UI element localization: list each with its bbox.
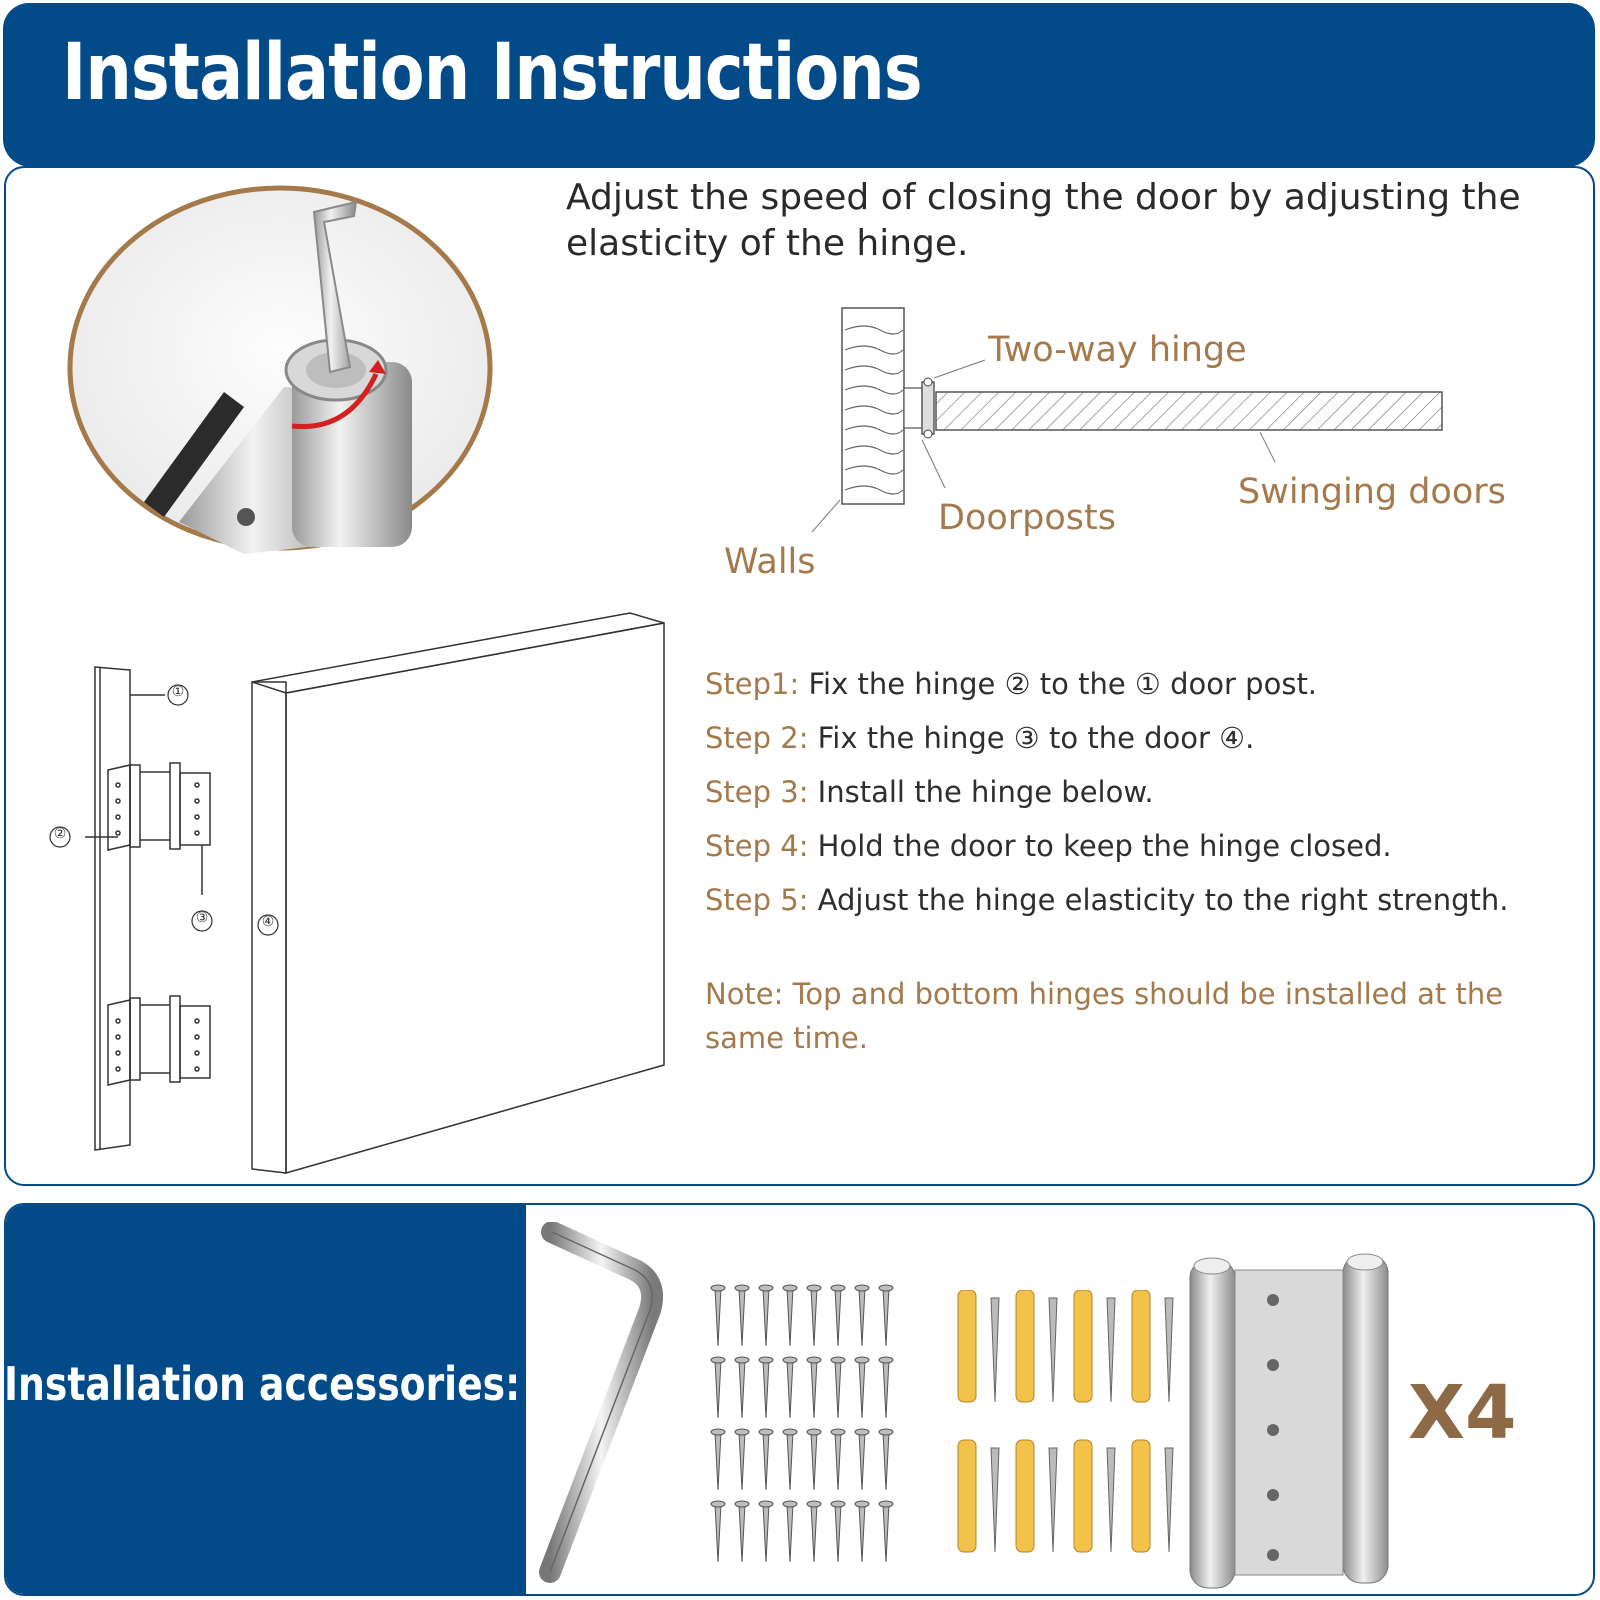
hinge-top [108, 763, 210, 850]
door-installation-diagram [40, 605, 670, 1175]
step-5: Step 5: Adjust the hinge elasticity to the right strength. [705, 883, 1509, 917]
wall-shape [842, 308, 904, 504]
screws-icon [710, 1280, 910, 1580]
label-doorposts: Doorposts [938, 498, 1116, 538]
accessories-label: Installation accessories: [4, 1357, 521, 1411]
marker-3: ③ [195, 910, 209, 926]
marker-2: ② [53, 826, 67, 842]
marker-1: ① [171, 684, 185, 700]
step-3: Step 3: Install the hinge below. [705, 775, 1154, 809]
door-panel-shape [252, 613, 664, 1173]
note-text: Note: Top and bottom hinges should be installed at the same time. [705, 977, 1504, 1055]
step-1: Step1: Fix the hinge ② to the ① door post. [705, 667, 1318, 701]
label-walls: Walls [724, 542, 816, 582]
hinge-shape [922, 378, 934, 438]
hinge-accessory-icon [1185, 1250, 1400, 1595]
label-swinging-doors: Swinging doors [1238, 472, 1506, 512]
hex-key-accessory-icon [530, 1222, 670, 1592]
doorpost-shape [904, 388, 922, 428]
intro-text: Adjust the speed of closing the door by adjusting the elasticity of the hinge. [566, 177, 1521, 264]
adjustment-photo [64, 182, 496, 554]
label-two-way-hinge: Two-way hinge [988, 330, 1247, 370]
hinge-bottom [108, 996, 210, 1085]
step-4: Step 4: Hold the door to keep the hinge closed. [705, 829, 1392, 863]
marker-4: ④ [261, 914, 275, 930]
page-title: Installation Instructions [62, 28, 922, 118]
quantity-label: X4 [1408, 1370, 1517, 1456]
step-2: Step 2: Fix the hinge ③ to the door ④. [705, 721, 1255, 755]
door-shape [936, 392, 1442, 430]
steps-list [705, 660, 1565, 1089]
wall-anchors-icon [950, 1290, 1180, 1590]
